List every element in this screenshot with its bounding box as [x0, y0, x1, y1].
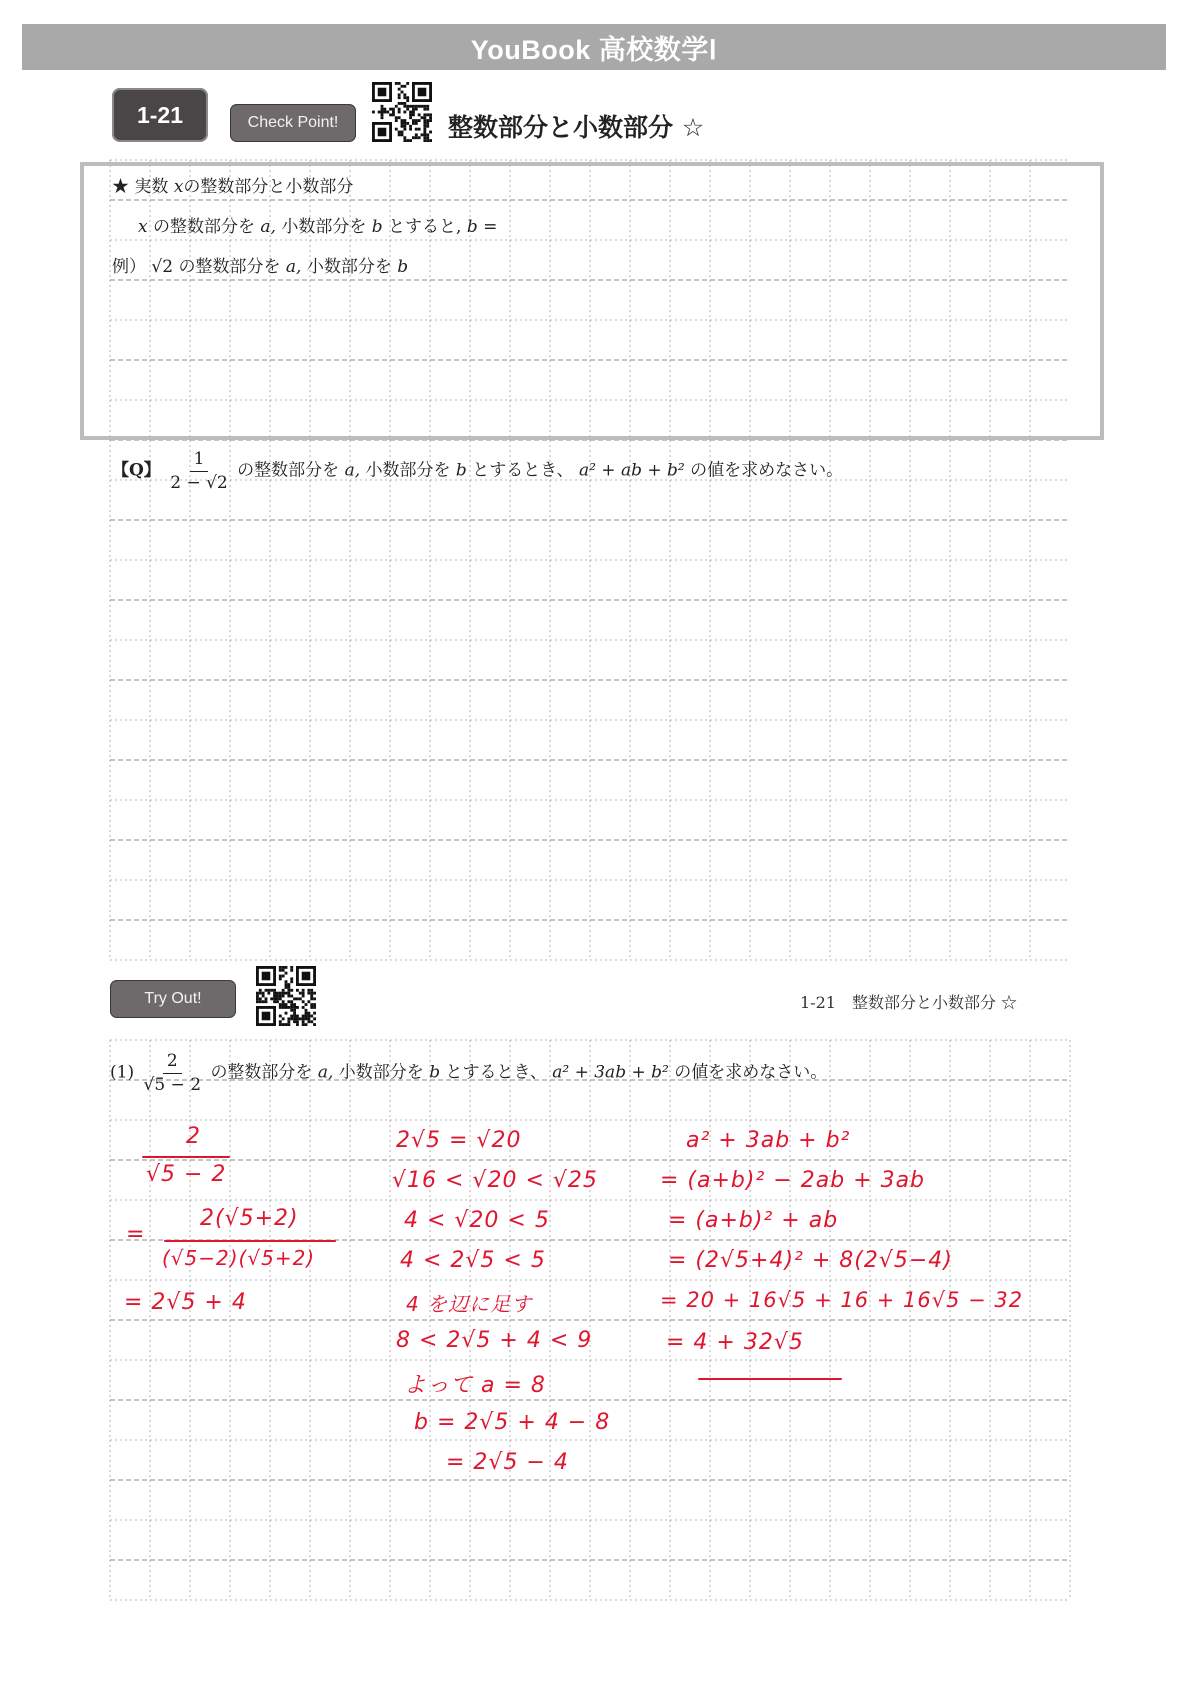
hand-frac1-den: √5 − 2	[146, 1162, 227, 1187]
try-out-reference: 1-21 整数部分と小数部分 ☆	[800, 993, 1018, 1012]
hand-col3-line: = (a+b)² + ab	[668, 1208, 839, 1233]
hand-frac2-bar	[164, 1240, 336, 1242]
hand-col2-line: b = 2√5 + 4 − 8	[414, 1410, 611, 1435]
hand-frac2-num: 2(√5+2)	[200, 1206, 299, 1231]
hand-col3-line: a² + 3ab + b²	[686, 1128, 851, 1153]
hand-col2-line: よって a = 8	[404, 1373, 546, 1398]
hand-col2-line: √16 < √20 < √25	[392, 1168, 598, 1193]
hand-col3-line: = (a+b)² − 2ab + 3ab	[660, 1168, 926, 1193]
hand-frac2-den: (√5−2)(√5+2)	[162, 1246, 316, 1270]
check-point-label: Check Point!	[247, 114, 339, 131]
try-out-button[interactable]	[110, 980, 236, 1018]
try-out-problem: (1) $\frac{2}{√5 - 2}$ の整数部分を a, 小数部分を b とするとき、 a² + 3ab + b² の値を求めなさい。	[110, 1051, 828, 1095]
lesson-title: 整数部分と小数部分 ☆	[448, 113, 705, 142]
hand-col2-line: 4 < √20 < 5	[404, 1208, 550, 1233]
question-text: 【Q】 $\frac{1}{2 - √2}$ の整数部分を a, 小数部分を b とするとき、 a² + ab + b² の値を求めなさい。	[112, 449, 844, 493]
hand-col2-line: 2√5 = √20	[396, 1128, 522, 1153]
question-label: 【Q】	[112, 460, 161, 481]
hand-col3-answer: = 4 + 32√5	[666, 1330, 804, 1355]
lesson-number: 1-21	[136, 101, 184, 128]
hand-col2-line: = 2√5 − 4	[446, 1450, 569, 1475]
header-title: YouBook 高校数学Ⅰ	[470, 34, 718, 65]
hand-frac1-bar	[142, 1156, 230, 1158]
hand-frac1-num: 2	[186, 1124, 201, 1149]
question-fraction: $\frac{1}{2 - √2}$	[170, 449, 228, 493]
hand-eq1: =	[126, 1222, 146, 1247]
hand-col2-line: 8 < 2√5 + 4 < 9	[396, 1328, 593, 1353]
hand-col3-line: = (2√5+4)² + 8(2√5−4)	[668, 1248, 953, 1273]
star-icon: ★	[112, 177, 129, 197]
hand-col3-line: = 20 + 16√5 + 16 + 16√5 − 32	[660, 1288, 1024, 1312]
hand-col1-result: = 2√5 + 4	[124, 1290, 247, 1315]
qr-code-icon[interactable]	[256, 966, 316, 1026]
problem-fraction: $\frac{2}{√5 - 2}$	[143, 1051, 202, 1095]
try-out-label: Try Out!	[144, 990, 202, 1007]
hand-answer-underline	[698, 1378, 842, 1380]
check-point-line-3: 例） √2 の整数部分を a, 小数部分を b	[112, 257, 409, 277]
hand-col2-line: 4 を辺に足す	[406, 1292, 533, 1316]
check-point-box	[80, 162, 1104, 440]
hand-col2-line: 4 < 2√5 < 5	[400, 1248, 546, 1273]
check-point-line-1: ★ 実数 xの整数部分と小数部分	[112, 177, 354, 197]
check-point-line-2: x の整数部分を a, 小数部分を b とすると, b =	[138, 217, 498, 237]
